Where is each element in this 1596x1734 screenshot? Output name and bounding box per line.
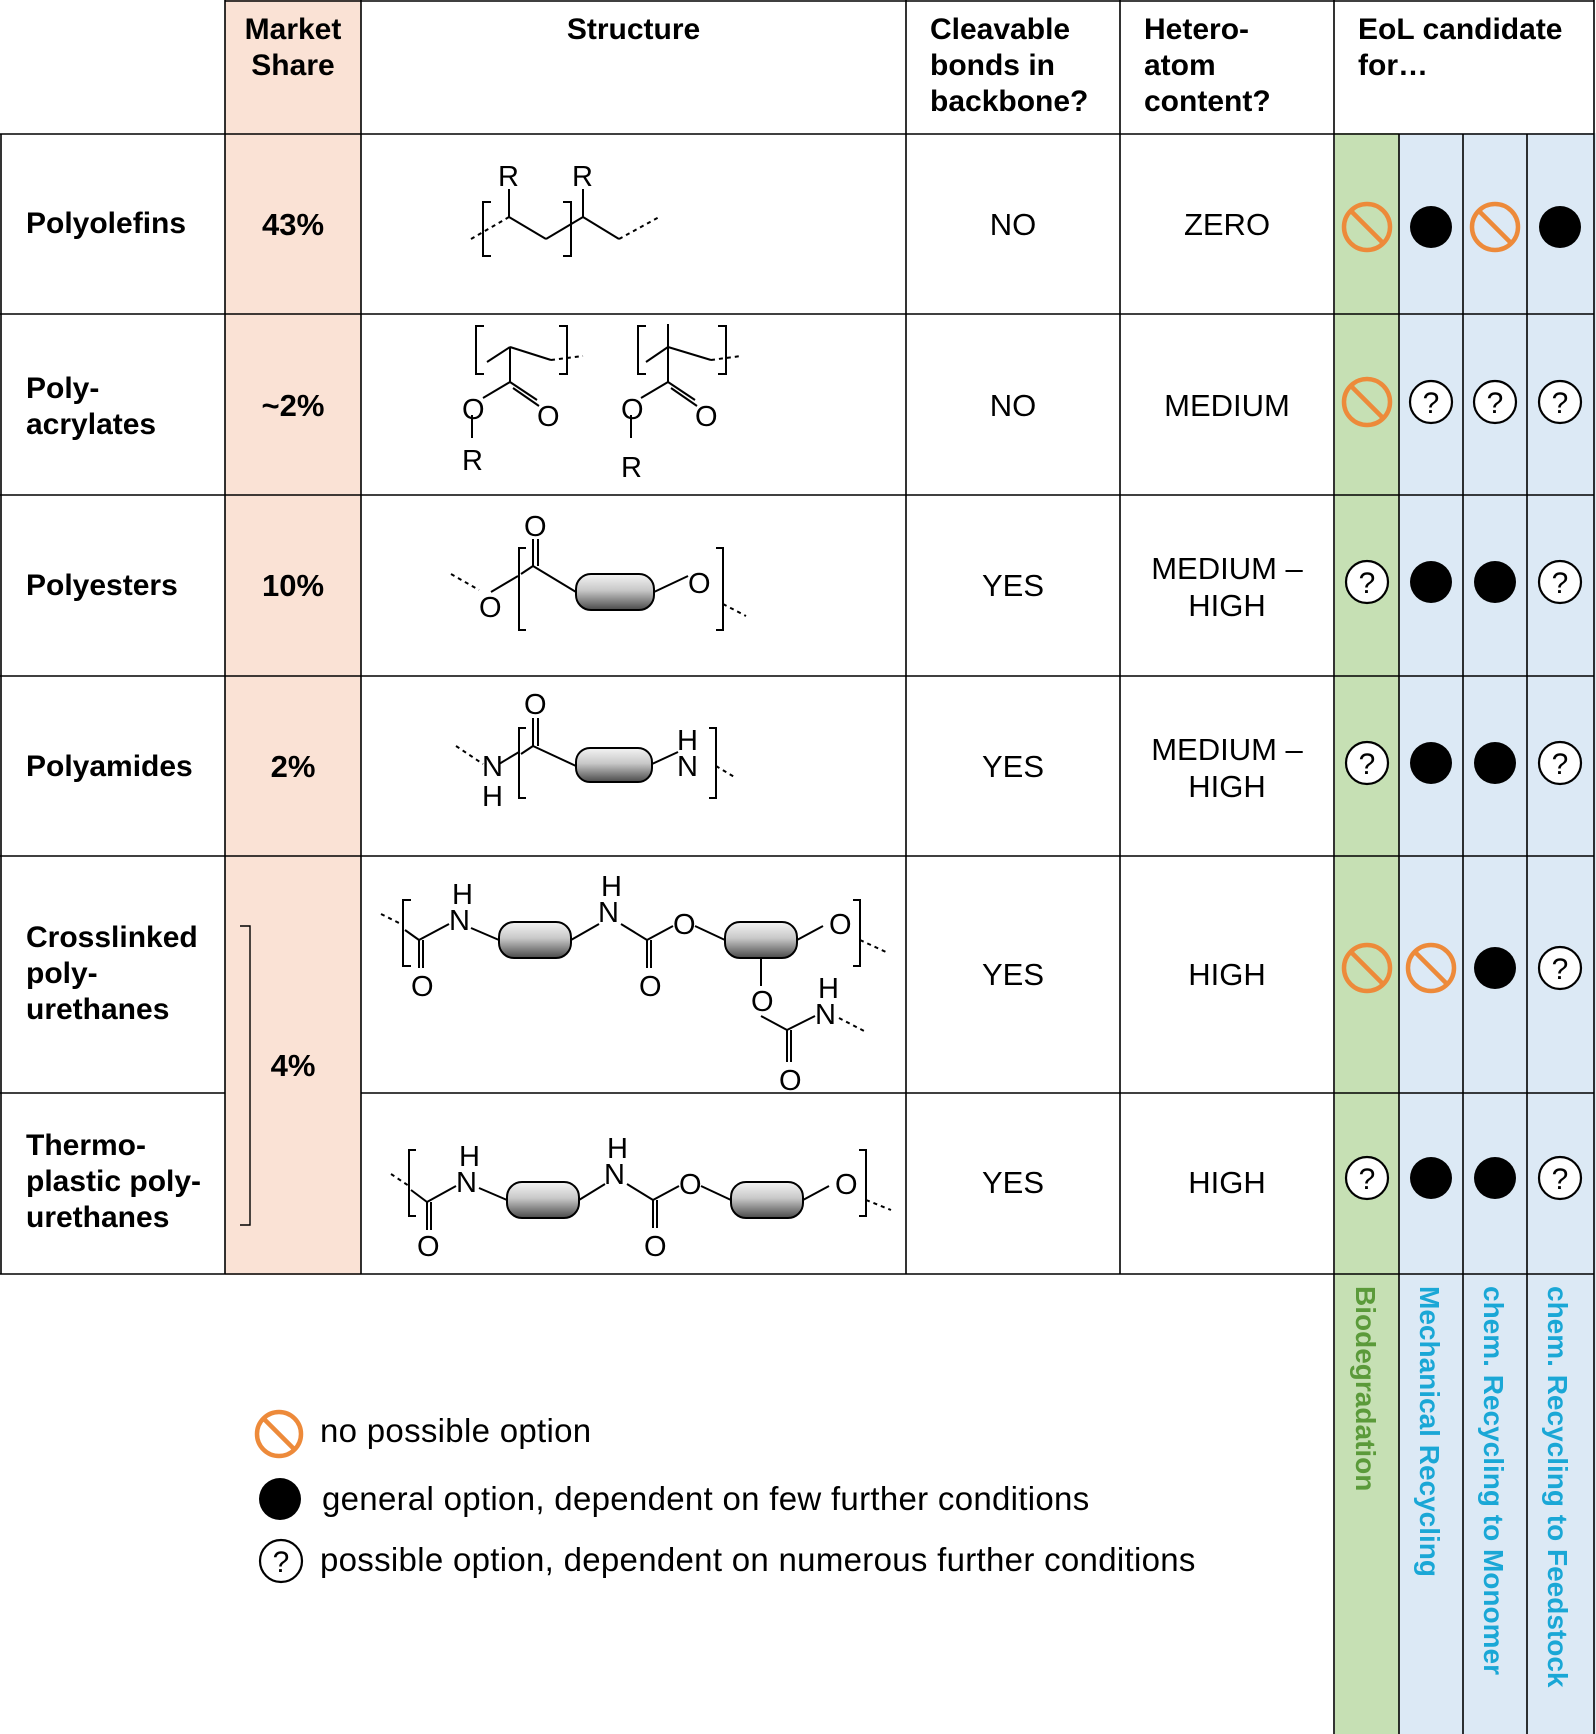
svg-text:?: ?: [1551, 1163, 1569, 1196]
legend-possible-option-text: possible option, dependent on numerous further conditions: [320, 1541, 1196, 1578]
svg-text:N: N: [598, 897, 619, 929]
general-option-icon: [1468, 1151, 1522, 1205]
svg-text:N: N: [482, 751, 503, 783]
possible-option-icon: [1533, 941, 1587, 995]
general-option-icon: [1533, 200, 1587, 254]
cleavable-polyamides: YES: [981, 749, 1045, 784]
svg-text:?: ?: [1551, 748, 1569, 781]
hetero-polyesters: MEDIUM – HIGH: [1151, 551, 1303, 623]
svg-text:O: O: [621, 394, 644, 426]
svg-text:?: ?: [1551, 387, 1569, 420]
svg-text:O: O: [639, 971, 662, 1003]
svg-text:?: ?: [1358, 1163, 1376, 1196]
share-polyurethanes: 4%: [270, 1048, 316, 1083]
svg-text:H: H: [607, 1133, 628, 1165]
svg-text:H: H: [818, 973, 839, 1005]
cleavable-polyesters: YES: [981, 568, 1045, 603]
row-name-polyacrylates: Poly- acrylates: [26, 372, 157, 441]
structure-drawings: [361, 134, 906, 1274]
no-option-icon: [1340, 375, 1394, 429]
share-polyolefins: 43%: [261, 207, 325, 242]
general-option-icon: [1404, 200, 1458, 254]
general-option-icon: [1468, 736, 1522, 790]
hetero-thermoplastic-pu: HIGH: [1188, 1165, 1266, 1200]
cleavable-polyolefins: NO: [989, 207, 1037, 242]
svg-text:N: N: [604, 1159, 625, 1191]
label-mechanical-recycling: Mechanical Recycling: [1414, 1286, 1445, 1578]
possible-option-icon: [1533, 375, 1587, 429]
possible-option-icon: [1533, 555, 1587, 609]
share-polyesters: 10%: [261, 568, 325, 603]
possible-option-icon: [1533, 1151, 1587, 1205]
share-polyamides: 2%: [270, 749, 316, 784]
hetero-crosslinked-pu: HIGH: [1188, 957, 1266, 992]
svg-text:O: O: [479, 592, 502, 624]
header-structure: Structure: [566, 13, 701, 46]
legend-general-option-text: general option, dependent on few further conditions: [322, 1480, 1090, 1517]
svg-text:H: H: [677, 725, 698, 757]
svg-text:?: ?: [1486, 387, 1504, 420]
svg-text:?: ?: [1551, 953, 1569, 986]
no-option-icon: [1340, 941, 1394, 995]
cleavable-crosslinked-pu: YES: [981, 957, 1045, 992]
svg-text:O: O: [688, 568, 711, 600]
svg-text:O: O: [644, 1231, 667, 1263]
no-option-icon: [1404, 941, 1458, 995]
general-option-icon: [1468, 555, 1522, 609]
svg-text:O: O: [695, 401, 718, 433]
label-biodegradation: Biodegradation: [1350, 1286, 1381, 1492]
possible-option-icon: [1404, 375, 1458, 429]
header-cleavable: Cleavable bonds in backbone?: [930, 13, 1089, 118]
header-heteroatom: Hetero- atom content?: [1144, 13, 1271, 118]
header-eol: EoL candidate for…: [1358, 13, 1563, 82]
general-option-icon: [1404, 1151, 1458, 1205]
no-option-icon: [1340, 200, 1394, 254]
legend-possible-option-icon: [258, 1538, 304, 1584]
hetero-polyamides: MEDIUM – HIGH: [1151, 732, 1303, 804]
svg-text:R: R: [462, 445, 483, 477]
share-polyacrylates: ~2%: [261, 388, 325, 423]
label-chem-recycling-feedstock: chem. Recycling to Feedstock: [1542, 1286, 1573, 1688]
row-name-polyolefins: Polyolefins: [26, 207, 187, 240]
header-market-share: Market Share: [244, 13, 342, 82]
svg-text:H: H: [601, 871, 622, 903]
svg-text:H: H: [452, 879, 473, 911]
svg-text:N: N: [449, 905, 470, 937]
svg-text:O: O: [417, 1231, 440, 1263]
svg-text:O: O: [751, 986, 774, 1018]
svg-text:?: ?: [272, 1546, 290, 1579]
svg-text:N: N: [815, 999, 836, 1031]
possible-option-icon: [1533, 736, 1587, 790]
svg-text:O: O: [679, 1169, 702, 1201]
legend-no-option-icon: [253, 1408, 305, 1460]
svg-text:O: O: [462, 394, 485, 426]
svg-text:?: ?: [1422, 387, 1440, 420]
general-option-icon: [1404, 555, 1458, 609]
svg-text:H: H: [459, 1141, 480, 1173]
svg-text:N: N: [677, 751, 698, 783]
cleavable-polyacrylates: NO: [989, 388, 1037, 423]
row-name-polyamides: Polyamides: [26, 750, 193, 783]
svg-text:R: R: [621, 452, 642, 484]
svg-text:O: O: [524, 511, 547, 543]
label-chem-recycling-monomer: chem. Recycling to Monomer: [1478, 1286, 1509, 1675]
svg-text:O: O: [411, 971, 434, 1003]
cleavable-thermoplastic-pu: YES: [981, 1165, 1045, 1200]
structure-polyolefins: [471, 189, 661, 256]
general-option-icon: [1404, 736, 1458, 790]
svg-text:O: O: [779, 1065, 802, 1097]
possible-option-icon: [1340, 736, 1394, 790]
svg-text:?: ?: [1358, 567, 1376, 600]
hetero-polyolefins: ZERO: [1183, 207, 1271, 242]
legend-no-option-text: no possible option: [320, 1412, 592, 1449]
legend-general-option-icon: [258, 1477, 302, 1521]
row-name-thermoplastic-pu: Thermo- plastic poly- urethanes: [26, 1129, 202, 1234]
svg-text:O: O: [524, 689, 547, 721]
svg-text:O: O: [537, 401, 560, 433]
possible-option-icon: [1340, 1151, 1394, 1205]
hetero-polyacrylates: MEDIUM: [1164, 388, 1290, 423]
structure-label: R: [572, 161, 593, 193]
svg-text:N: N: [456, 1167, 477, 1199]
svg-text:O: O: [835, 1169, 858, 1201]
svg-text:?: ?: [1551, 567, 1569, 600]
svg-text:?: ?: [1358, 748, 1376, 781]
svg-text:O: O: [673, 909, 696, 941]
no-option-icon: [1468, 200, 1522, 254]
general-option-icon: [1468, 941, 1522, 995]
row-name-crosslinked-pu: Crosslinked poly- urethanes: [26, 921, 198, 1026]
svg-text:H: H: [482, 781, 503, 813]
row-name-polyesters: Polyesters: [26, 569, 178, 602]
structure-label: R: [498, 161, 519, 193]
svg-text:O: O: [829, 909, 852, 941]
possible-option-icon: [1340, 555, 1394, 609]
possible-option-icon: [1468, 375, 1522, 429]
